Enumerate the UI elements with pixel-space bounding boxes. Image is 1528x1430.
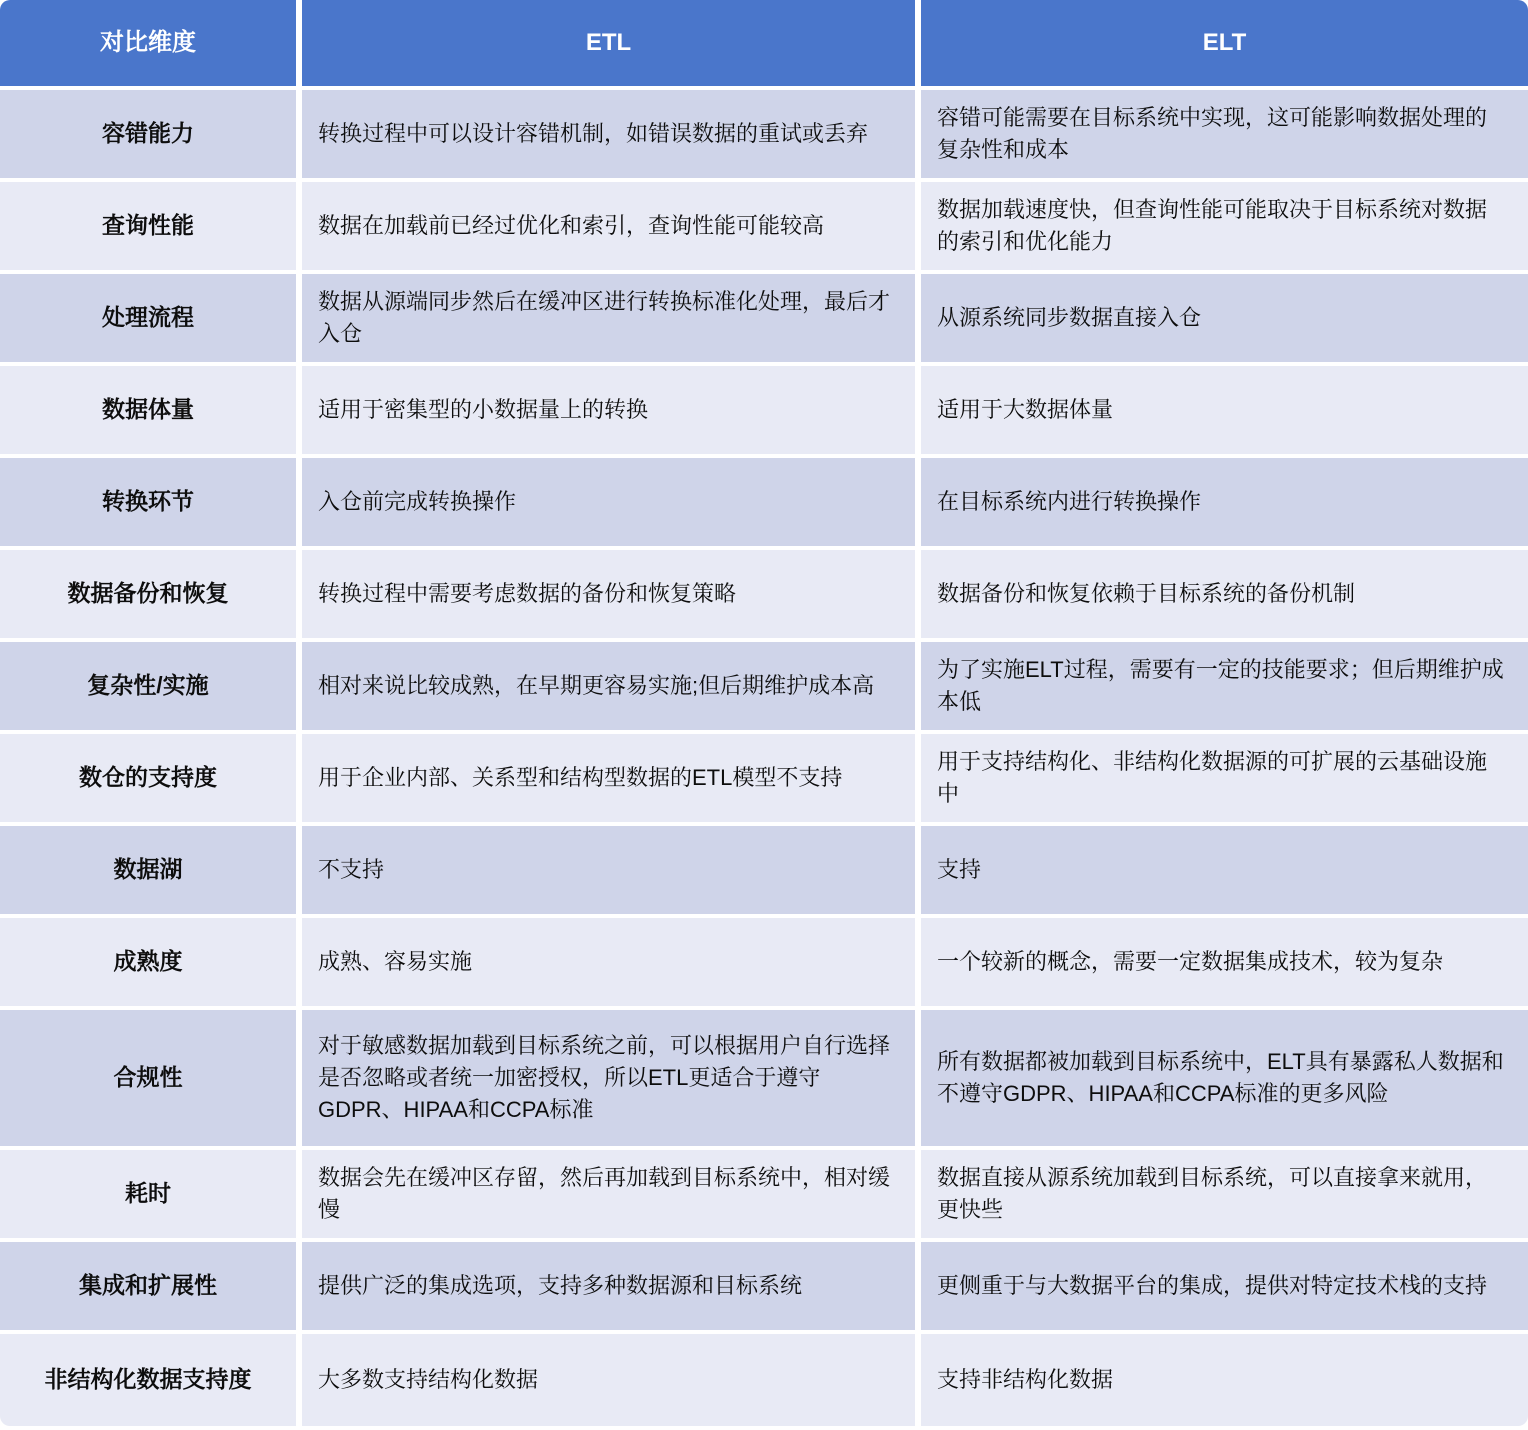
elt-cell: 数据直接从源系统加载到目标系统，可以直接拿来就用，更快些 xyxy=(921,1150,1528,1238)
row-label: 复杂性/实施 xyxy=(0,642,296,730)
elt-cell: 用于支持结构化、非结构化数据源的可扩展的云基础设施中 xyxy=(921,734,1528,822)
etl-cell: 相对来说比较成熟，在早期更容易实施;但后期维护成本高 xyxy=(302,642,915,730)
etl-cell: 提供广泛的集成选项，支持多种数据源和目标系统 xyxy=(302,1242,915,1330)
row-label: 数据湖 xyxy=(0,826,296,914)
table-row-process-flow xyxy=(0,274,1528,362)
elt-cell: 更侧重于与大数据平台的集成，提供对特定技术栈的支持 xyxy=(921,1242,1528,1330)
etl-cell: 大多数支持结构化数据 xyxy=(302,1334,915,1426)
header-cell-dimension: 对比维度 xyxy=(0,0,296,86)
row-label: 数据体量 xyxy=(0,366,296,454)
elt-cell: 从源系统同步数据直接入仓 xyxy=(921,274,1528,362)
etl-cell: 成熟、容易实施 xyxy=(302,918,915,1006)
row-label: 数仓的支持度 xyxy=(0,734,296,822)
row-label: 查询性能 xyxy=(0,182,296,270)
header-cell-etl: ETL xyxy=(302,0,915,86)
row-label: 集成和扩展性 xyxy=(0,1242,296,1330)
table-row-time-cost xyxy=(0,1150,1528,1238)
elt-cell: 数据备份和恢复依赖于目标系统的备份机制 xyxy=(921,550,1528,638)
etl-cell: 用于企业内部、关系型和结构型数据的ETL模型不支持 xyxy=(302,734,915,822)
table-row-transform-stage xyxy=(0,458,1528,546)
row-label: 成熟度 xyxy=(0,918,296,1006)
row-label: 非结构化数据支持度 xyxy=(0,1334,296,1426)
etl-cell: 转换过程中可以设计容错机制，如错误数据的重试或丢弃 xyxy=(302,90,915,178)
row-label: 转换环节 xyxy=(0,458,296,546)
table-row-query-performance xyxy=(0,182,1528,270)
etl-cell: 数据在加载前已经过优化和索引，查询性能可能较高 xyxy=(302,182,915,270)
etl-cell: 数据从源端同步然后在缓冲区进行转换标准化处理，最后才入仓 xyxy=(302,274,915,362)
etl-cell: 对于敏感数据加载到目标系统之前，可以根据用户自行选择是否忽略或者统一加密授权，所以ETL更适合于遵守GDPR、HIPAA和CCPA标准 xyxy=(302,1010,915,1146)
elt-cell: 在目标系统内进行转换操作 xyxy=(921,458,1528,546)
header-cell-elt: ELT xyxy=(921,0,1528,86)
table-row-maturity xyxy=(0,918,1528,1006)
table-header-row xyxy=(0,0,1528,86)
table-row-data-volume xyxy=(0,366,1528,454)
table-row-data-lake xyxy=(0,826,1528,914)
elt-cell: 支持非结构化数据 xyxy=(921,1334,1528,1426)
table-row-backup-recovery xyxy=(0,550,1528,638)
etl-cell: 适用于密集型的小数据量上的转换 xyxy=(302,366,915,454)
etl-cell: 转换过程中需要考虑数据的备份和恢复策略 xyxy=(302,550,915,638)
table-row-fault-tolerance xyxy=(0,90,1528,178)
elt-cell: 容错可能需要在目标系统中实现，这可能影响数据处理的复杂性和成本 xyxy=(921,90,1528,178)
etl-cell: 不支持 xyxy=(302,826,915,914)
table-row-unstructured-support xyxy=(0,1334,1528,1426)
elt-cell: 适用于大数据体量 xyxy=(921,366,1528,454)
elt-cell: 支持 xyxy=(921,826,1528,914)
elt-cell: 数据加载速度快，但查询性能可能取决于目标系统对数据的索引和优化能力 xyxy=(921,182,1528,270)
elt-cell: 所有数据都被加载到目标系统中，ELT具有暴露私人数据和不遵守GDPR、HIPAA和CCPA标准的更多风险 xyxy=(921,1010,1528,1146)
elt-cell: 为了实施ELT过程，需要有一定的技能要求；但后期维护成本低 xyxy=(921,642,1528,730)
etl-cell: 入仓前完成转换操作 xyxy=(302,458,915,546)
table-row-complexity xyxy=(0,642,1528,730)
row-label: 合规性 xyxy=(0,1010,296,1146)
table-row-warehouse-support xyxy=(0,734,1528,822)
etl-cell: 数据会先在缓冲区存留，然后再加载到目标系统中，相对缓慢 xyxy=(302,1150,915,1238)
elt-cell: 一个较新的概念，需要一定数据集成技术，较为复杂 xyxy=(921,918,1528,1006)
table-row-compliance xyxy=(0,1010,1528,1146)
row-label: 容错能力 xyxy=(0,90,296,178)
row-label: 耗时 xyxy=(0,1150,296,1238)
row-label: 处理流程 xyxy=(0,274,296,362)
row-label: 数据备份和恢复 xyxy=(0,550,296,638)
table-row-integration-extensibility xyxy=(0,1242,1528,1330)
